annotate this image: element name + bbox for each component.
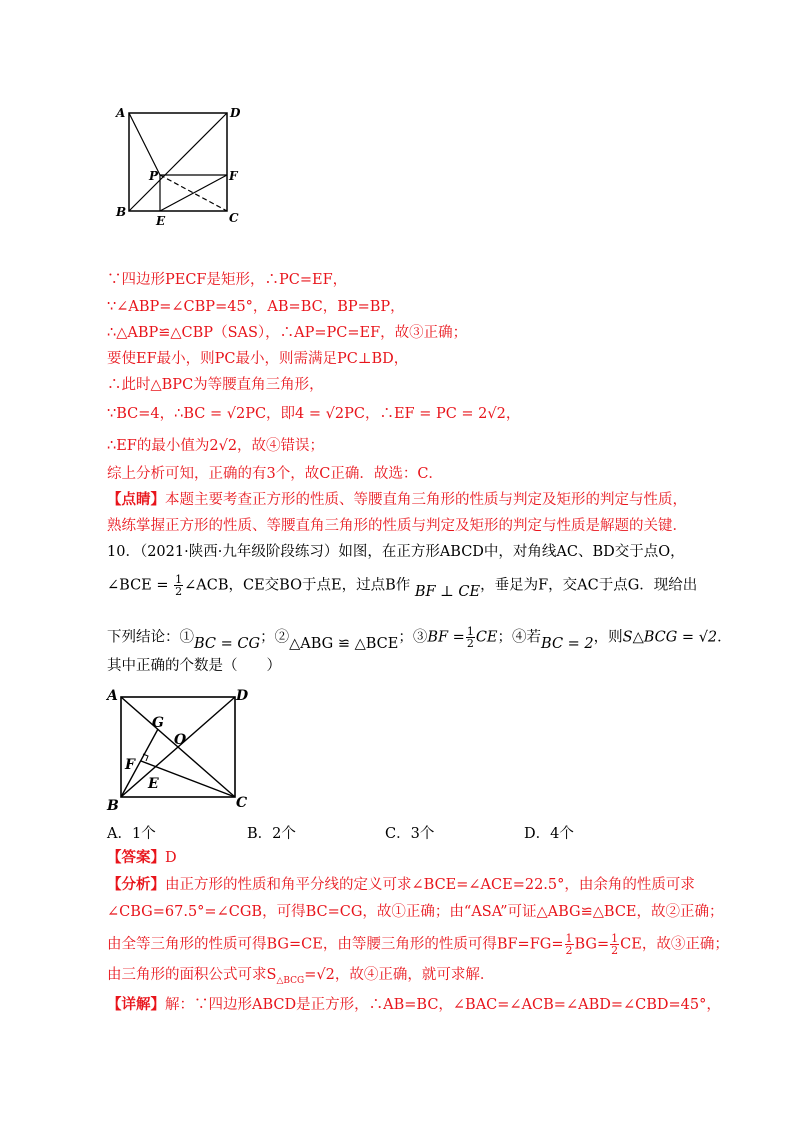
solution-line-1: ∵四边形PECF是矩形，∴PC=EF，	[107, 272, 348, 288]
fig2-label-b: B	[107, 798, 119, 814]
dianjing-text-1: 本题主要考查正方形的性质、等腰直角三角形的性质与判定及矩形的判定与性质，	[165, 492, 687, 508]
q10-condition-bc: BC = 2	[541, 635, 594, 652]
fig1-label-c: C	[229, 211, 239, 225]
answer-line	[107, 848, 177, 868]
solution-line-7: ∴EF的最小值为2√2，故④错误；	[107, 438, 325, 454]
fig2-label-e: E	[148, 776, 159, 792]
detail-tag: 【详解】	[107, 996, 165, 1013]
analysis-text-3b: BG=	[574, 936, 610, 953]
fig1-label-e: E	[156, 214, 166, 228]
dianjing-line-2: 熟练掌握正方形的性质、等腰直角三角形的性质与判定及矩形的判定与性质是解题的关键．	[107, 518, 687, 534]
fig2-label-f: F	[125, 757, 135, 773]
choice-d: D．4个	[524, 826, 574, 842]
figure-square-abcd	[103, 683, 263, 818]
q10-area-bcg: S△BCG = √2	[622, 629, 718, 646]
figure-square-pecf	[112, 100, 252, 230]
q10-sep-1: ；②	[260, 629, 290, 646]
q10-conclusions-prefix: 下列结论：①	[107, 629, 194, 646]
fig2-label-c: C	[236, 795, 248, 811]
q10-line2-tail: ，垂足为F，交AC于点G．现给出	[480, 577, 698, 594]
dianjing-line-1	[107, 490, 687, 510]
analysis-text-3a: 由全等三角形的性质可得BG=CE，由等腰三角形的性质可得BF=FG=	[107, 936, 564, 953]
q10-conclusion-3-ce: CE	[475, 629, 498, 646]
solution-line-2: ∵∠ABP=∠CBP=45°，AB=BC，BP=BP，	[107, 299, 405, 315]
dianjing-tag: 【点睛】	[107, 491, 165, 508]
q10-bf-perp-ce: BF ⊥ CE	[414, 583, 481, 600]
fig2-label-a: A	[107, 688, 118, 704]
analysis-line-3	[107, 933, 729, 956]
analysis-line-2: ∠CBG=67.5°=∠CGB，可得BC=CG，故①正确；由“ASA”可证△ABG≌△BCE，故②正确；	[107, 904, 724, 920]
fig2-label-o: O	[174, 732, 187, 748]
solution-line-3: ∴△ABP≌△CBP（SAS），∴AP=PC=EF，故③正确；	[107, 325, 468, 341]
solution-line-4: 要使EF最小，则PC最小，则需满足PC⊥BD，	[107, 351, 409, 367]
answer-tag: 【答案】	[107, 849, 165, 866]
solution-line-8: 综上分析可知，正确的有3个，故C正确．故选：C．	[107, 466, 443, 482]
q10-then: ，则	[593, 629, 623, 646]
detail-line-1	[107, 995, 721, 1015]
fig1-label-a: A	[116, 106, 126, 120]
q10-conclusion-3: BF =	[427, 629, 465, 646]
q10-half-fraction-2: $\frac{1}{2}$	[466, 625, 474, 650]
fig1-label-b: B	[116, 205, 127, 219]
q10-angle-bce: ∠BCE =	[107, 577, 169, 594]
q10-sep-2: ；③	[398, 629, 428, 646]
q10-conclusion-2: △ABG ≌ △BCE	[289, 635, 399, 652]
analysis-line-4	[107, 965, 494, 991]
analysis-text-4a: 由三角形的面积公式可求S	[107, 967, 277, 983]
choice-c: C．3个	[385, 826, 435, 842]
question-10-line-4: 其中正确的个数是（ ）	[107, 658, 281, 674]
solution-line-5: ∴此时△BPC为等腰直角三角形，	[107, 377, 324, 393]
question-10-line-3	[107, 625, 732, 652]
choice-a: A．1个	[107, 826, 156, 842]
choice-b: B．2个	[247, 826, 296, 842]
q10-sep-3: ；④若	[497, 629, 542, 646]
fig1-label-p: P	[149, 169, 159, 183]
analysis-text-4b: =√2，故④正确，就可求解．	[304, 967, 495, 983]
analysis-line-1	[107, 875, 695, 895]
question-10-line-1: 10．（2021·陕西·九年级阶段练习）如图，在正方形ABCD中，对角线AC、BD交于点O，	[107, 544, 685, 560]
analysis-tag: 【分析】	[107, 876, 165, 893]
fig2-label-d: D	[236, 688, 249, 704]
q10-half-fraction: $\frac{1}{2}$	[175, 573, 183, 598]
solution-line-6: ∵BC=4，∴BC = √2PC，即4 = √2PC，∴EF = PC = 2√2，	[107, 406, 521, 422]
fig1-label-f: F	[229, 169, 238, 183]
analysis-sub: △BCG	[276, 975, 305, 986]
question-10-line-2	[107, 573, 698, 600]
answer-value: D	[165, 850, 177, 866]
analysis-half-1: $\frac{1}{2}$	[565, 932, 573, 957]
q10-line2-text: ∠ACB，CE交BO于点E，过点B作	[184, 577, 411, 594]
detail-text-1: 解：∵四边形ABCD是正方形，∴AB=BC，∠BAC=∠ACB=∠ABD=∠CBD=45°，	[165, 997, 721, 1013]
analysis-text-1: 由正方形的性质和角平分线的定义可求∠BCE=∠ACE=22.5°，由余角的性质可求	[165, 877, 695, 893]
analysis-half-2: $\frac{1}{2}$	[611, 932, 619, 957]
fig2-label-g: G	[152, 715, 164, 731]
q10-period: ．	[717, 629, 732, 646]
q10-conclusion-1: BC = CG	[194, 635, 261, 652]
fig1-label-d: D	[230, 106, 241, 120]
analysis-text-3c: CE，故③正确；	[620, 936, 729, 953]
